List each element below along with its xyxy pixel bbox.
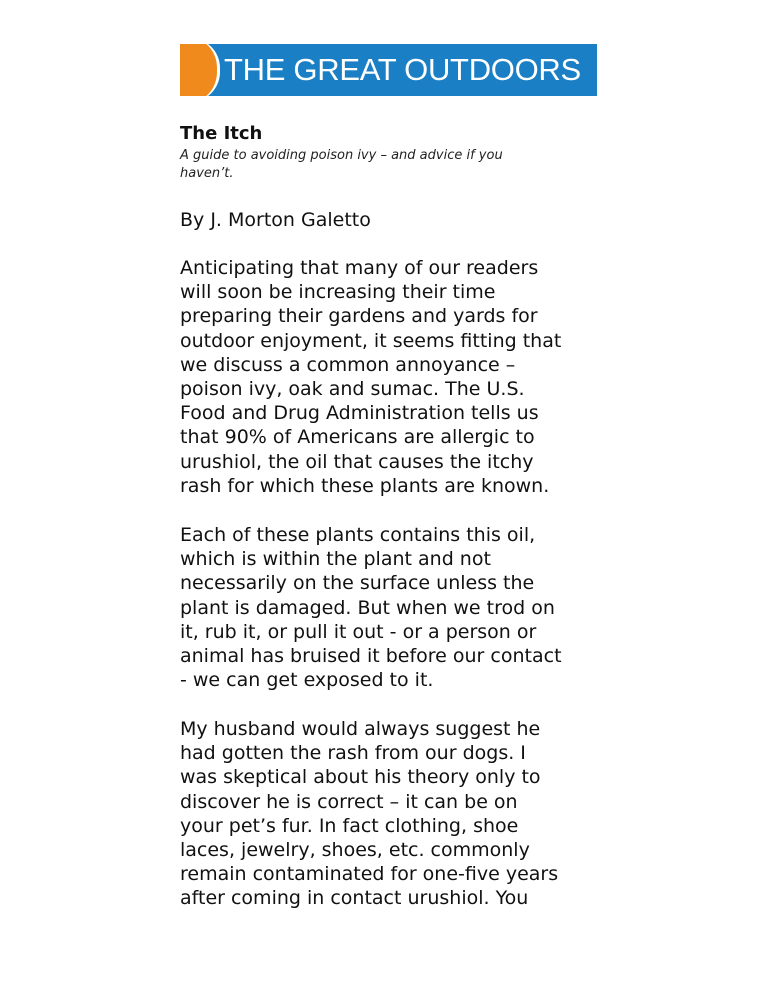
byline: By J. Morton Galetto: [180, 209, 371, 231]
article-subtitle: A guide to avoiding poison ivy – and advice if you haven’t.: [180, 148, 503, 181]
banner-curve-logo: [190, 44, 220, 96]
masthead-banner: [180, 44, 597, 96]
body-paragraph-2: Each of these plants contains this oil, which is within the plant and not necessarily on the surface unless the plant is damaged. But when we trod on it, rub it, or pull it out - or a person or animal has bruised it before our contact - we can get exposed to it.: [180, 524, 562, 692]
body-paragraph-1: Anticipating that many of our readers will soon be increasing their time preparing their gardens and yards for outdoor enjoyment, it seems fitting that we discuss a common annoyance – poison ivy, oak and sumac. The U.S. Food and Drug Administration tells us that 90% of Americans are allergic to urushiol, the oil that causes the itchy rash for which these plants are known.: [180, 257, 562, 497]
body-paragraph-3: My husband would always suggest he had gotten the rash from our dogs. I was skeptical about his theory only to discover he is correct – it can be on your pet’s fur. In fact clothing, shoe laces, jewelry, shoes, etc. commonly remain contaminated for one-five years after coming in contact urushiol. You: [180, 718, 559, 910]
banner-title: THE GREAT OUTDOORS: [224, 52, 581, 87]
article-title: The Itch: [180, 123, 263, 144]
